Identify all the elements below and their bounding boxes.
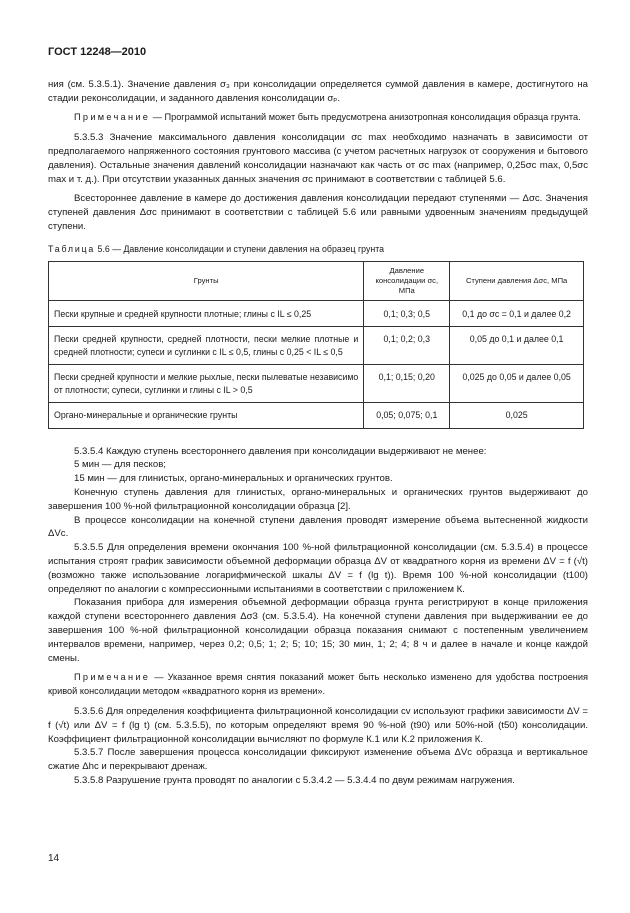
- consolidation-table: [48, 261, 584, 429]
- header-steps: Ступени давления Δσc, МПа: [450, 261, 584, 300]
- paragraph-readings: Показания прибора для измерения объемной деформации образца грунта регистрируют в конце приложения каждой ступени всестороннего давления Δσ3 (см. 5.3.5.4). На конечной ступени давления при выдерживании ее до завершения 100 %-ной фильтрационной консолидации образца показания снимают с постепенным увеличением интервалов времени, например, через 0,2; 0,5; 1; 2; 5; 10; 15; 30 мин, 1; 2; 4; 8 ч и далее в начале и конце каждой смены.: [48, 597, 588, 664]
- note-2-label: Примечание: [74, 672, 151, 683]
- cell-pressure: 0,1; 0,3; 0,5: [364, 300, 450, 327]
- paragraph-final-step: Конечную ступень давления для глинистых, органо-минеральных и органических грунтов выдерживают до завершения 100 %-ной фильтрационной консолидации образца [2].: [48, 486, 588, 512]
- header-pressure: Давление консолидации σc, МПа: [364, 261, 450, 300]
- paragraph-5-3-5-7: 5.3.5.7 После завершения процесса консолидации фиксируют изменение объема ΔVc образца и вертикальное сжатие Δhc и перекрывают дренаж.: [48, 747, 588, 773]
- cell-pressure: 0,1; 0,15; 0,20: [364, 365, 450, 403]
- paragraph-5-3-5-3: 5.3.5.3 Значение максимального давления консолидации σc max необходимо назначать в зависимости от предполагаемого напряженного состояния грунтового массива (с учетом расчетных нагрузок от сооружения и бытового давления). Остальные значения давлений консолидации назначают как часть от σc max (например, 0,25σc max, 0,5σc max и т. д.). При отсутствии указанных данных значения σc принимают в соответствии с таблицей 5.6.: [48, 132, 588, 185]
- table-row: [49, 365, 584, 403]
- note-1: [48, 111, 588, 125]
- section-5-3-5-4: [48, 445, 588, 788]
- cell-soil: Пески крупные и средней крупности плотные; глины с IL ≤ 0,25: [49, 300, 364, 327]
- paragraph-5-3-5-6: 5.3.5.6 Для определения коэффициента фильтрационной консолидации cv используют графики зависимости ΔV = f (√t) или ΔV = f (lg t) (см. 5.3.5.5), по которым определяют время 90 %-ной (t90) или 50%-ной (t50) консолидации. Коэффициент фильтрационной консолидации вычисляют по формуле К.1 или К.2 приложения К.: [48, 705, 588, 745]
- note-1-text: — Программой испытаний может быть предусмотрена анизотропная консолидация образца грунта.: [150, 112, 581, 123]
- table-row: [49, 327, 584, 365]
- note-2-text: — Указанное время снятия показаний может быть несколько изменено для удобства построения кривой консолидации методом «квадратного корня из времени».: [48, 672, 588, 697]
- cell-steps: 0,025 до 0,05 и далее 0,05: [450, 365, 584, 403]
- list-item-clays: 15 мин — для глинистых, органо-минеральных и органических грунтов.: [74, 473, 393, 485]
- paragraph-continuation: ния (см. 5.3.5.1). Значение давления σ₃ при консолидации определяется суммой давления в камере, достигнутого на стадии реконсолидации, и заданного давления консолидации σₚ.: [48, 78, 588, 104]
- cell-soil: Пески средней крупности и мелкие рыхлые, пески пылеватые независимо от плотности; супеси, суглинки и глины с IL > 0,5: [49, 365, 364, 403]
- paragraph-5-3-5-4: 5.3.5.4 Каждую ступень всестороннего давления при консолидации выдерживают не менее:: [74, 445, 487, 457]
- table-header-row: [49, 261, 584, 300]
- header-soils: Грунты: [49, 261, 364, 300]
- paragraph-5-3-5-8: 5.3.5.8 Разрушение грунта проводят по аналогии с 5.3.4.2 — 5.3.4.4 по двум режимам нагружения.: [74, 774, 515, 786]
- cell-steps: 0,05 до 0,1 и далее 0,1: [450, 327, 584, 365]
- table-row: [49, 300, 584, 327]
- table-caption-text: 5.6 — Давление консолидации и ступени давления на образец грунта: [97, 243, 385, 254]
- cell-pressure: 0,1; 0,2; 0,3: [364, 327, 450, 365]
- paragraph-pressure-steps: Всестороннее давление в камере до достижения давления консолидации передают ступенями — Δσc. Значения ступеней давления Δσc принимают в соответствии с таблицей 5.6 или равными удвоенным значениям предыдущей ступени.: [48, 193, 588, 232]
- document-header: ГОСТ 12248—2010: [48, 46, 147, 58]
- cell-soil: Органо-минеральные и органические грунты: [49, 403, 364, 429]
- note-1-label: Примечание: [74, 112, 151, 123]
- cell-steps: 0,025: [450, 403, 584, 429]
- list-item-sands: 5 мин — для песков;: [74, 459, 166, 471]
- table-caption-label: Таблица: [48, 243, 96, 254]
- cell-steps: 0,1 до σc = 0,1 и далее 0,2: [450, 300, 584, 327]
- cell-soil: Пески средней крупности, средней плотности, пески мелкие плотные и средней плотности; супеси и суглинки с IL ≤ 0,5, глины с 0,25 < IL ≤ 0,5: [49, 327, 364, 365]
- page-number: 14: [48, 853, 60, 864]
- note-2: [48, 671, 588, 699]
- paragraph-volume-measure: В процессе консолидации на конечной ступени давления проводят измерение объема вытесненной жидкости ΔVc.: [48, 514, 588, 540]
- cell-pressure: 0,05; 0,075; 0,1: [364, 403, 450, 429]
- table-row: [49, 403, 584, 429]
- paragraph-5-3-5-5: 5.3.5.5 Для определения времени окончания 100 %-ной фильтрационной консолидации (см. 5.3.5.4) в процессе испытания строят график зависимости объемной деформации образца ΔV от квадратного корня из времени ΔV = f (√t) (возможно также использование логарифмической шкалы ΔV = f (lg t)). Время 100 %-ной консолидации (t100) определяют по аналогии с компрессионными испытаниями в соответствии с приложением К.: [48, 542, 588, 595]
- table-caption: [48, 243, 588, 257]
